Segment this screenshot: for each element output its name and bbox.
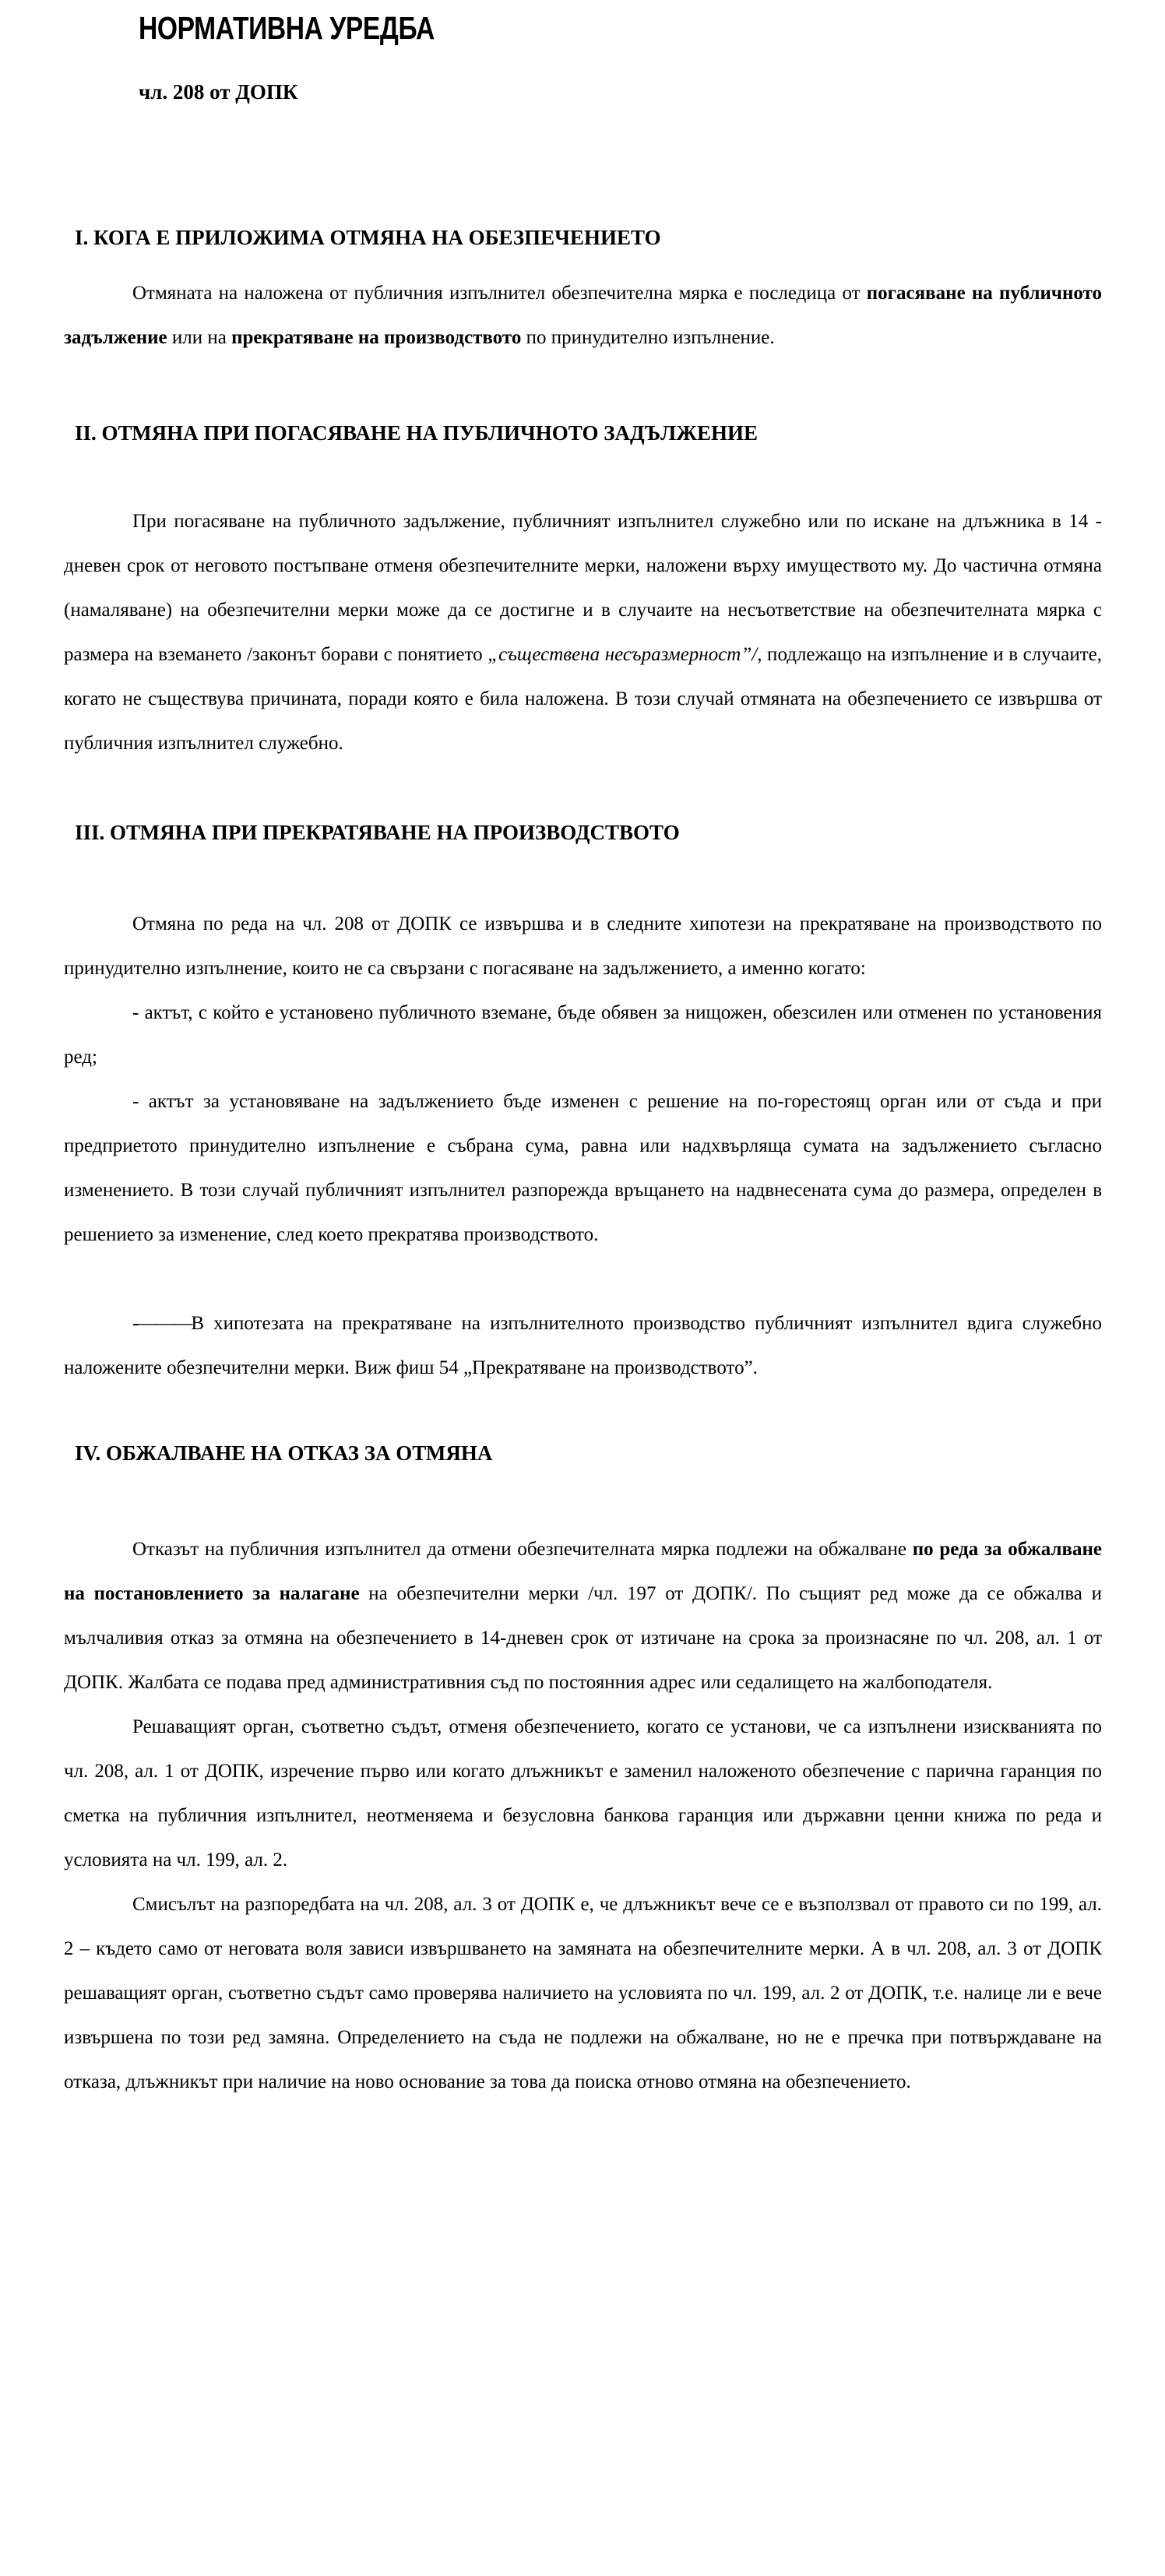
section-4-paragraph-2: Решаващият орган, съответно съдът, отменя обезпечението, когато се установи, че са изпълнени изискванията по чл. 208, ал. 1 от ДОПК, изречение първо или когато длъжникът е заменил наложеното обезпечение с парична гаранция по сметка на публичния изпълнител, неотменяема и безусловна банкова гаранция или държавни ценни книжа по реда и условията на чл. 199, ал. 2.: [64, 1716, 1102, 1870]
section-3-bullet-1: - актът, с който е установено публичното вземане, бъде обявен за нищожен, обезсилен или отменен по установения ред;: [64, 1002, 1102, 1068]
section-1: [64, 216, 1102, 360]
section-3: [64, 811, 1102, 1390]
text-run: При погасяване на публичното задължение, публичният изпълнител служебно или по искане на длъжника в 14 - дневен срок от неговото постъпване отменя обезпечителните мерки, наложени върху имуществото му. До частична отмяна (намаляване) на обезпечителни мерки може да се достигне и в случаите на несъответствие на обезпечителната мярка с размера на вземането /законът борави с понятието: [64, 511, 1102, 665]
section-3-heading: III. ОТМЯНА ПРИ ПРЕКРАТЯВАНЕ НА ПРОИЗВОДСТВОТО: [75, 821, 680, 844]
section-3-intro: Отмяна по реда на чл. 208 от ДОПК се извършва и в следните хипотези на прекратяване на производството по принудително изпълнение, които не са свързани с погасяване на задължението, а именно когато:: [64, 913, 1102, 979]
text-run: на обезпечителни мерки /чл. 197 от ДОПК/. По същият ред може да се обжалва и мълчаливия отказ за отмяна на обезпечението в 14-дневен срок от изтичане на срока за произнасяне по чл. 208, ал. 1 от ДОПК. Жалбата се подава пред административния съд по постоянния адрес или седалището на жалбоподателя.: [64, 1583, 1102, 1693]
section-3-note: [64, 1301, 1102, 1390]
document-title-text: НОРМАТИВНА УРЕДБА: [139, 10, 435, 46]
text-run: Отмяната на наложена от публичния изпълнител обезпечителна мярка е последица от: [132, 283, 867, 304]
section-2: [64, 411, 1102, 765]
section-4-heading: IV. ОБЖАЛВАНЕ НА ОТКАЗ ЗА ОТМЯНА: [75, 1441, 493, 1465]
section-4-paragraph-1: [64, 1527, 1102, 1705]
bold-run: по реда за обжалване на постановлението за налагане: [64, 1539, 1102, 1604]
section-4: [64, 1431, 1102, 2104]
section-3-bullet-2: - актът за установяване на задължението бъде изменен с решение на по-горестоящ орган или от съда и при предприетото принудително изпълнение е събрана сума, равна или надхвърляща сумата на задължението съгласно изменението. В този случай публичният изпълнител разпорежда връщането на надвнесената сума до размера, определен в решението за изменение, след което прекратява производството.: [64, 1091, 1102, 1245]
section-4-paragraph-3: Смисълът на разпоредбата на чл. 208, ал. 3 от ДОПК е, че длъжникът вече се е възползвал от правото си по 199, ал. 2 – където само от неговата воля зависи извършването на замяната на обезпечителните мерки. А в чл. 208, ал. 3 от ДОПК решаващият орган, съответно съдът само проверява наличието на условията по чл. 199, ал. 2 от ДОПК, т.е. налице ли е вече извършена по този ред замяна. Определението на съда не подлежи на обжалване, но не е пречка при потвърждаване на отказа, длъжникът при наличие на ново основание за това да поиска отново отмяна на обезпечението.: [64, 1894, 1102, 2092]
text-run: В хипотезата на прекратяване на изпълнителното производство публичният изпълнител вдига служебно наложените обезпечителни мерки. Виж фиш 54 „Прекратяване на производството”.: [64, 1313, 1102, 1378]
document-title: [139, 9, 1102, 49]
section-2-heading: II. ОТМЯНА ПРИ ПОГАСЯВАНЕ НА ПУБЛИЧНОТО ЗАДЪЛЖЕНИЕ: [75, 421, 758, 445]
dash-rule: -———: [132, 1313, 192, 1334]
section-2-paragraph: [64, 499, 1102, 765]
section-1-heading: I. КОГА Е ПРИЛОЖИМА ОТМЯНА НА ОБЕЗПЕЧЕНИЕТО: [75, 226, 661, 249]
text-run: или на: [167, 327, 232, 348]
bold-run: прекратяване на производството: [231, 327, 522, 348]
document-subtitle: чл. 208 от ДОПК: [139, 80, 298, 104]
text-run: , подлежащо на изпълнение и в случаите, когато не съществува причината, поради която е била наложена. В този случай отмяната на обезпечението се извършва от публичния изпълнител служебно.: [64, 644, 1102, 754]
section-1-paragraph: [64, 271, 1102, 360]
italic-run: „съществена несъразмерност”/: [487, 644, 758, 665]
bold-run: погасяване на публичното задължение: [64, 283, 1102, 348]
text-run: по принудително изпълнение.: [521, 327, 775, 348]
text-run: Отказът на публичния изпълнител да отмени обезпечителната мярка подлежи на обжалване: [132, 1539, 913, 1560]
